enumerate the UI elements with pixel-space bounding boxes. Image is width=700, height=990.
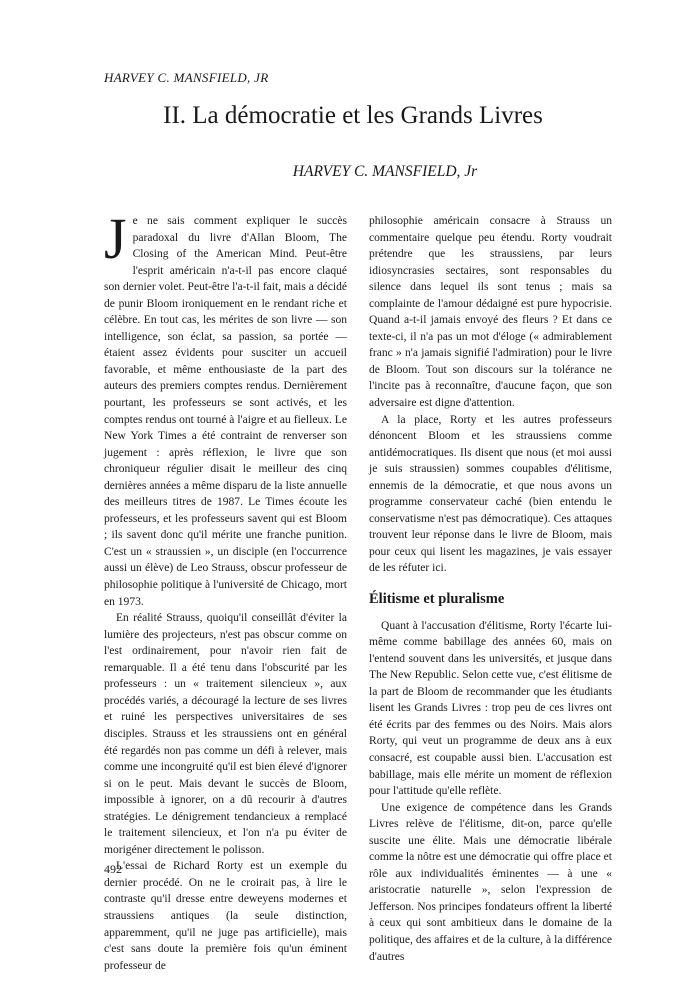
paragraph-4: philosophie américain consacre à Strauss un commentaire quelque peu étendu. Rorty voudrait prétendre que les straussiens, par leurs idiosyncrasies sectaires, sont responsables du silence dans lequel ils sont tenus ; mais sa complainte de l'amour dédaigné est pure hypocrisie. Quand a-t-il jamais envoyé des fleurs ? Et dans ce texte-ci, il n'a pas un mot d'éloge (« admirablement franc » n'a jamais signifié l'admiration) pour le livre de Bloom. Tout son discours sur la tolérance ne l'incite pas à reconnaître, d'aucune façon, que son adversaire est digne d'attention. bbox=[369, 215, 612, 410]
paragraph-7: Une exigence de compétence dans les Grands Livres relève de l'élitisme, dit-on, parce qu'elle suscite une élite. Mais une démocratie libérale comme la nôtre est une démocratie qui offre place et rôle aux individualités éminentes — à une « aristocratie naturelle », selon l'expression de Jefferson. Nos principes fondateurs offrent la liberté à ceux qui sont ambitieux dans le domaine de la politique, des affaires et de la culture, à la différence d'autres bbox=[369, 801, 612, 963]
running-head: HARVEY C. MANSFIELD, JR bbox=[104, 70, 269, 85]
section-heading: Élitisme et pluralisme bbox=[369, 591, 505, 608]
paragraph-5: A la place, Rorty et les autres professeurs dénoncent Bloom et les straussiens comme antidémocratiques. Ils disent que nous (et moi aussi je suis straussien) sommes coupables d'élitisme, ennemis de la démocratie, et que nous avons un programme conservateur caché (bien entendu le conservatisme n'est pas démocratique). Ces attaques trouvent leur réponse dans le livre de Bloom, mais pour ceux qui lisent les magazines, je vais essayer de les réfuter ici. bbox=[369, 413, 612, 575]
paragraph-3: L'essai de Richard Rorty est un exemple du dernier procédé. On ne le croirait pas, à lire le contraste qu'il dresse entre deweyens modernes et straussiens antiques (la seule distinction, apparemment, qu'il ne juge pas artificielle), mais c'est sans doute la première fois qu'un éminent professeur de bbox=[104, 860, 347, 972]
paragraph-6: Quant à l'accusation d'élitisme, Rorty l'écarte lui-même comme babillage des années 60, mais on l'entend souvent dans les universités, et jusque dans The New Republic. Selon cette vue, c'est élitisme de la part de Bloom de recommander que les étudiants lisent les Grands Livres : trop peu de ces livres ont été écrits par des femmes ou des Noirs. Mais alors Rorty, qui veut un programme de deux ans à eux consacré, est coupable aussi bien. L'accusation est babillage, mais elle mérite un moment de réflexion pour l'attitude qu'elle reflète. bbox=[369, 619, 612, 798]
article-title: II. La démocratie et les Grands Livres bbox=[163, 102, 543, 129]
paragraph-1: e ne sais comment expliquer le succès paradoxal du livre d'Allan Bloom, The Closing of the American Mind. Peut-être l'esprit américain n'a-t-il pas encore claqué son dernier volet. Peut-être l'a-t-il fait, mais a décidé de punir Bloom ironiquement en le rendant riche et célèbre. En tout cas, les mérites de son livre — son intelligence, son éclat, sa passion, sa portée — étaient assez évidents pour susciter un accueil favorable, et même enthousiaste de la part des auteurs des premiers comptes rendus. Dernièrement pourtant, les professeurs se sont activés, et les comptes rendus ont tourné à l'aigre et au fielleux. Le New York Times a été contraint de renverser son jugement : après réflexion, le livre que son chroniqueur régulier disait le meilleur des cinq dernières années a même disparu de la liste annuelle des meilleurs titres de 1987. Le Times écoute les professeurs, et les professeurs savent qui est Bloom ; ils savent donc qu'il mérite une franche punition. C'est un « straussien », un disciple (en l'occurrence aussi un élève) de Leo Strauss, obscur professeur de philosophie politique à l'université de Chicago, mort en 1973. bbox=[104, 215, 347, 608]
drop-cap: J bbox=[104, 206, 127, 271]
left-column bbox=[104, 206, 347, 974]
article-author: HARVEY C. MANSFIELD, Jr bbox=[292, 163, 478, 180]
paragraph-2: En réalité Strauss, quoiqu'il conseillât d'éviter la lumière des projecteurs, n'est pas obscur comme on l'est ordinairement, pour n'avoir rien fait de remarquable. Il a été tenu dans l'obscurité par les professeurs : un « traitement silencieux », aux procédés variés, a découragé la lecture de ses livres et ruiné les perspectives universitaires de ses disciples. Strauss et les straussiens ont en général été regardés non pas comme un défi à relever, mais comme une incongruité qu'il est bien élevé d'ignorer si on le peut. Mais devant le succès de Bloom, impossible à ignorer, on a dû recourir à d'autres stratégies. Le dénigrement tendancieux a remplacé le traitement silencieux, et l'on n'a pu éviter de morigéner directement le polisson. bbox=[104, 612, 347, 856]
page-number: 492 bbox=[104, 862, 122, 876]
right-column bbox=[369, 213, 612, 965]
